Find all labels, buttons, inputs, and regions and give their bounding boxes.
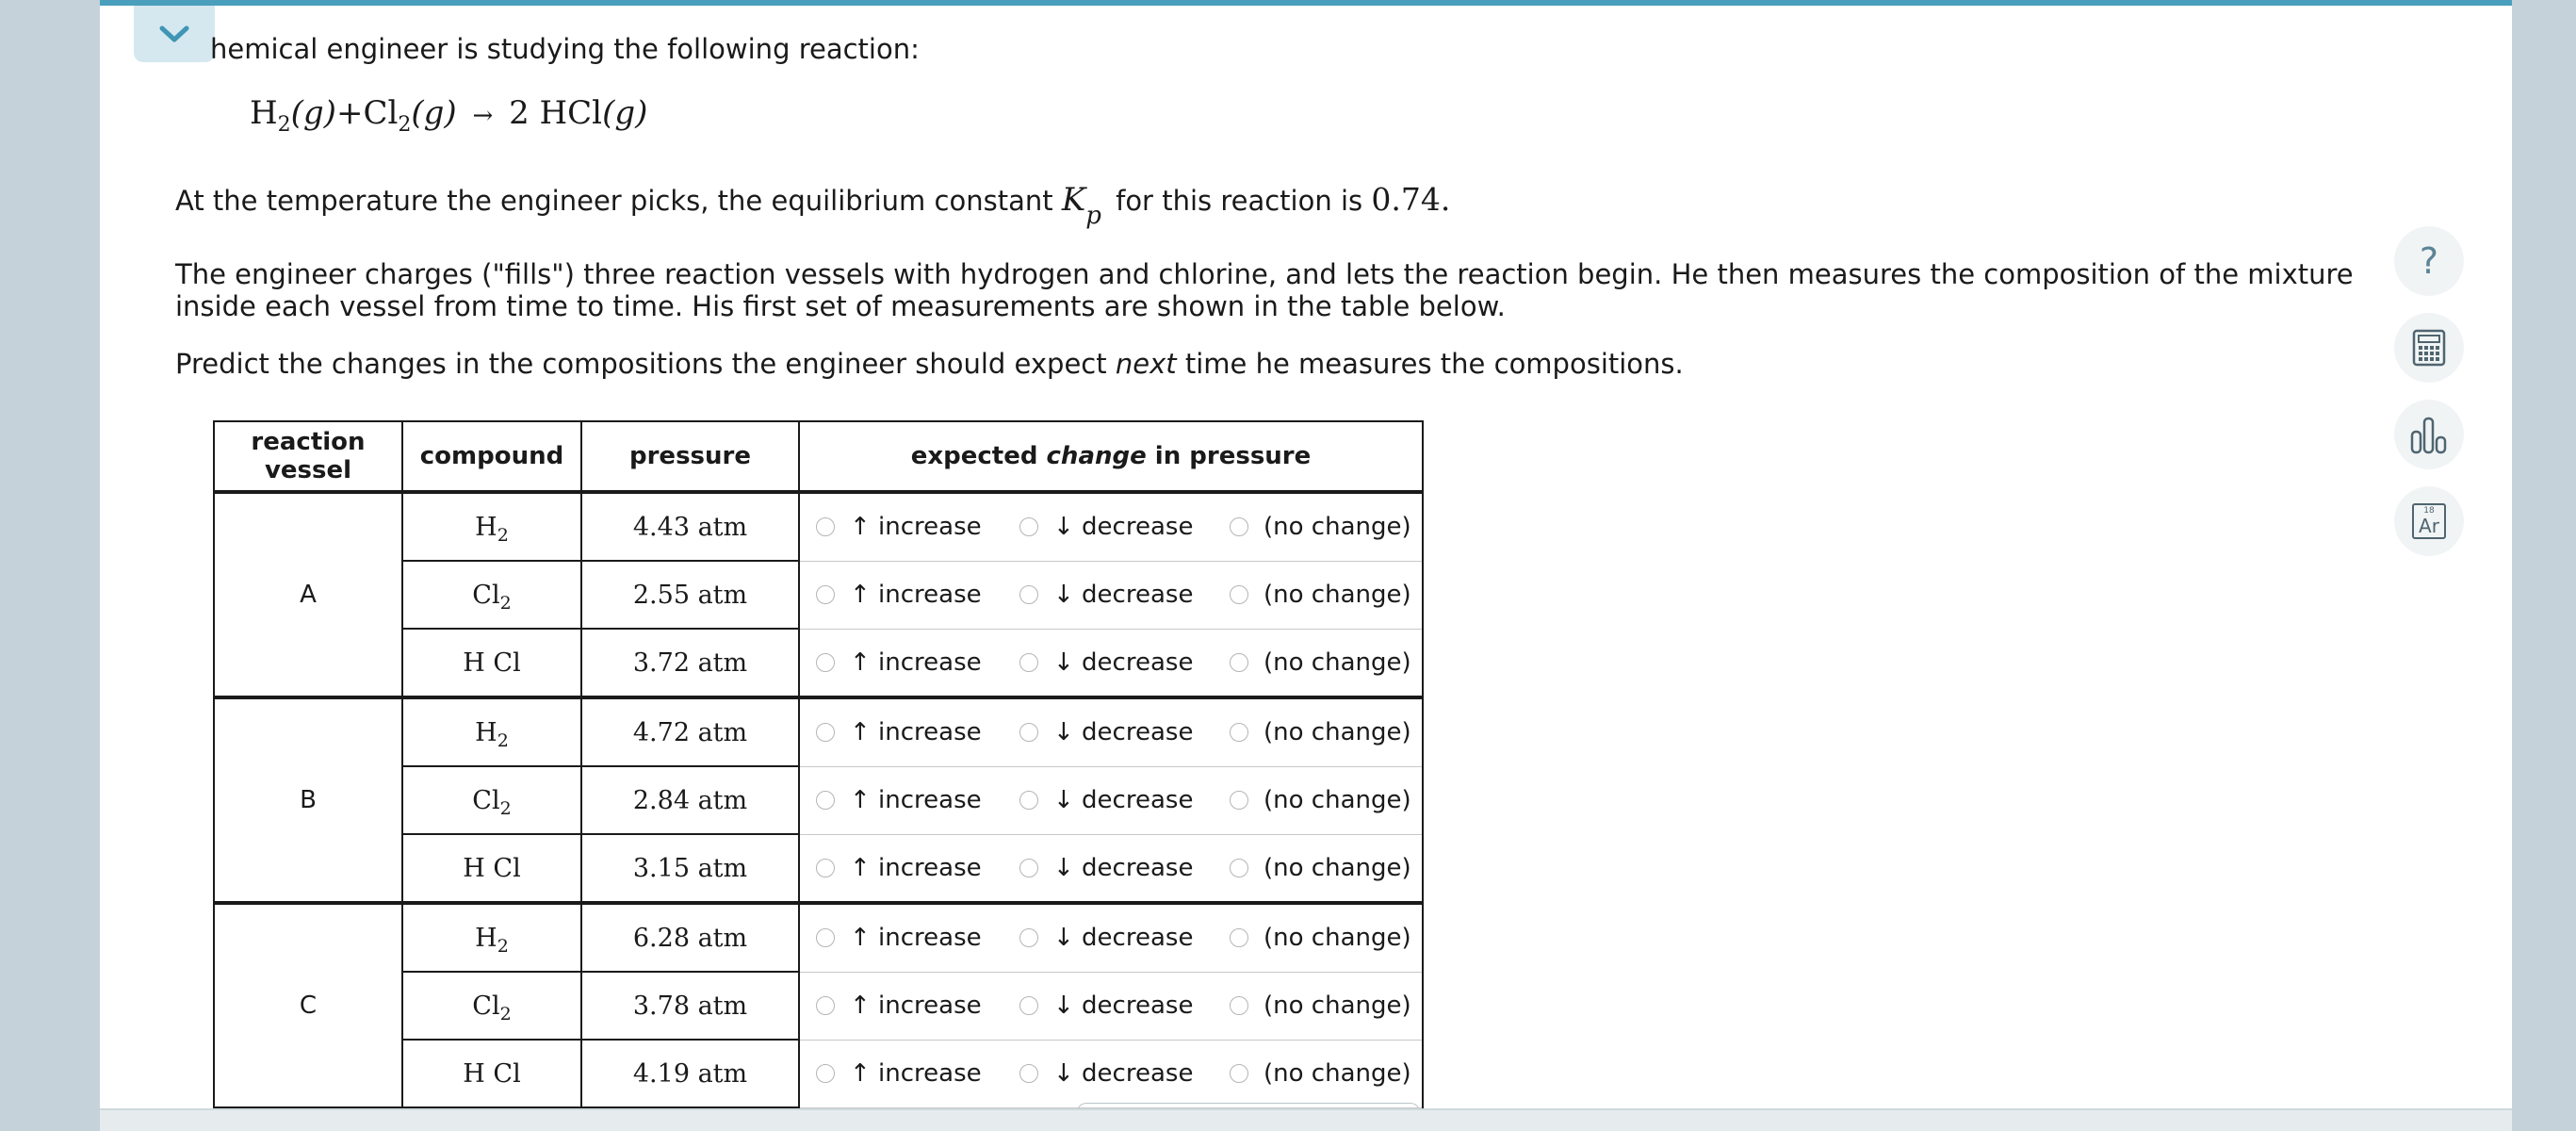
option-increase[interactable] xyxy=(816,924,1019,952)
periodic-table-icon xyxy=(2412,503,2446,539)
pressure-cell: 3.78 atm xyxy=(581,972,799,1040)
option-no-change[interactable] xyxy=(1230,786,1411,814)
compound-cell xyxy=(402,834,581,903)
eq-h-phase: (g) xyxy=(290,94,336,132)
compound-formula: Cl xyxy=(472,991,500,1021)
compound-cell xyxy=(402,629,581,697)
radio-no-change[interactable] xyxy=(1230,928,1248,947)
header-change-post: in pressure xyxy=(1146,442,1312,470)
radio-increase[interactable] xyxy=(816,996,835,1015)
option-label: ↑ increase xyxy=(850,1059,982,1088)
eq-h: H xyxy=(250,94,278,132)
change-radio-group xyxy=(800,494,1422,561)
option-increase[interactable] xyxy=(816,854,1019,882)
change-choices-cell xyxy=(799,903,1423,972)
table-row xyxy=(214,903,1423,972)
chevron-down-icon xyxy=(158,25,190,43)
option-decrease[interactable] xyxy=(1019,648,1230,677)
option-increase[interactable] xyxy=(816,581,1019,609)
option-label: ↑ increase xyxy=(850,924,982,953)
change-radio-group xyxy=(800,767,1422,834)
pressure-cell: 4.43 atm xyxy=(581,492,799,561)
header-pressure: pressure xyxy=(581,421,799,492)
header-change xyxy=(799,421,1423,492)
eq-plus: + xyxy=(335,94,364,132)
table-body xyxy=(214,492,1423,1107)
intro-visible: hemical engineer is studying the following reaction: xyxy=(210,33,920,65)
change-choices-cell xyxy=(799,697,1423,766)
option-label: ↑ increase xyxy=(850,786,982,814)
predict-post: time he measures the compositions. xyxy=(1176,348,1684,380)
compound-formula: Cl xyxy=(472,785,500,815)
eq-hcl: HCl xyxy=(539,94,603,132)
compound-cell xyxy=(402,1040,581,1107)
option-label: ↑ increase xyxy=(850,647,982,677)
eq-cl-sub: 2 xyxy=(398,112,412,137)
header-vessel-line1: reaction xyxy=(251,428,366,456)
option-label: ↓ decrease xyxy=(1053,786,1194,814)
bottom-bar xyxy=(100,1108,2512,1131)
option-label: (no change) xyxy=(1264,924,1411,953)
option-label: ↓ decrease xyxy=(1053,992,1194,1020)
kp-subscript: p xyxy=(1085,202,1101,230)
intro-text xyxy=(210,33,920,65)
option-no-change[interactable] xyxy=(1230,992,1411,1020)
radio-no-change[interactable] xyxy=(1230,859,1248,877)
pressure-cell: 3.15 atm xyxy=(581,834,799,903)
kp-statement xyxy=(175,181,1451,230)
calculator-button[interactable] xyxy=(2394,313,2464,383)
option-no-change[interactable] xyxy=(1230,513,1411,541)
compound-formula: H xyxy=(475,717,497,747)
option-decrease[interactable] xyxy=(1019,718,1230,746)
change-radio-group xyxy=(800,699,1422,766)
compound-cell xyxy=(402,903,581,972)
pressure-cell: 3.72 atm xyxy=(581,629,799,697)
option-label: ↓ decrease xyxy=(1053,718,1194,747)
compound-formula: H Cl xyxy=(463,1058,521,1089)
compound-cell xyxy=(402,766,581,834)
eq-cl: Cl xyxy=(363,94,399,132)
option-label: (no change) xyxy=(1264,581,1411,609)
radio-increase[interactable] xyxy=(816,653,835,672)
option-label: ↑ increase xyxy=(850,581,982,609)
option-no-change[interactable] xyxy=(1230,648,1411,677)
radio-decrease[interactable] xyxy=(1019,585,1038,604)
option-label: (no change) xyxy=(1264,1059,1411,1088)
radio-increase[interactable] xyxy=(816,1064,835,1083)
option-label: ↑ increase xyxy=(850,992,982,1020)
option-no-change[interactable] xyxy=(1230,718,1411,746)
option-label: ↓ decrease xyxy=(1053,581,1194,609)
option-decrease[interactable] xyxy=(1019,992,1230,1020)
compound-subscript: 2 xyxy=(499,797,512,819)
compound-cell xyxy=(402,697,581,766)
option-label: ↓ decrease xyxy=(1053,513,1194,542)
measurements-table xyxy=(213,420,1424,1108)
change-radio-group xyxy=(800,835,1422,902)
eq-coef: 2 xyxy=(509,94,530,132)
option-label: (no change) xyxy=(1264,992,1411,1020)
change-choices-cell xyxy=(799,766,1423,834)
kp-symbol: K xyxy=(1061,181,1086,219)
change-choices-cell xyxy=(799,972,1423,1040)
eq-cl-phase: (g) xyxy=(411,94,457,132)
option-increase[interactable] xyxy=(816,648,1019,677)
option-label: (no change) xyxy=(1264,718,1411,747)
header-vessel xyxy=(214,421,402,492)
change-radio-group xyxy=(800,973,1422,1040)
periodic-table-button[interactable] xyxy=(2394,486,2464,556)
header-compound: compound xyxy=(402,421,581,492)
table-row xyxy=(214,492,1423,561)
radio-increase[interactable] xyxy=(816,585,835,604)
pressure-cell: 6.28 atm xyxy=(581,903,799,972)
option-increase[interactable] xyxy=(816,1059,1019,1088)
change-radio-group xyxy=(800,1041,1422,1107)
compound-formula: H Cl xyxy=(463,647,521,678)
option-label: ↑ increase xyxy=(850,513,982,542)
change-choices-cell xyxy=(799,629,1423,697)
option-label: ↓ decrease xyxy=(1053,1059,1194,1088)
compound-formula: H xyxy=(475,512,497,542)
kp-mid: for this reaction is xyxy=(1116,185,1363,217)
pressure-cell: 4.72 atm xyxy=(581,697,799,766)
kp-pre: At the temperature the engineer picks, the equilibrium constant xyxy=(175,185,1053,217)
bar-chart-icon xyxy=(2409,415,2449,454)
radio-decrease[interactable] xyxy=(1019,928,1038,947)
option-decrease[interactable] xyxy=(1019,1059,1230,1088)
option-no-change[interactable] xyxy=(1230,581,1411,609)
change-choices-cell xyxy=(799,492,1423,561)
option-label: (no change) xyxy=(1264,513,1411,542)
compound-cell xyxy=(402,492,581,561)
radio-increase[interactable] xyxy=(816,517,835,536)
option-no-change[interactable] xyxy=(1230,1059,1411,1088)
table-header-row xyxy=(214,421,1423,492)
option-decrease[interactable] xyxy=(1019,786,1230,814)
help-icon: ? xyxy=(2419,240,2439,282)
radio-decrease[interactable] xyxy=(1019,1064,1038,1083)
change-radio-group xyxy=(800,905,1422,972)
predict-emphasis: next xyxy=(1115,348,1177,380)
vessel-cell: C xyxy=(214,903,402,1107)
eq-h-sub: 2 xyxy=(277,112,291,137)
pressure-cell: 2.55 atm xyxy=(581,561,799,629)
compound-subscript: 2 xyxy=(497,729,509,751)
header-vessel-line2: vessel xyxy=(264,456,352,484)
option-increase[interactable] xyxy=(816,513,1019,541)
radio-no-change[interactable] xyxy=(1230,996,1248,1015)
radio-increase[interactable] xyxy=(816,791,835,810)
predict-instruction xyxy=(175,348,1684,380)
compound-formula: Cl xyxy=(472,580,500,610)
periodic-number: 18 xyxy=(2423,506,2435,516)
option-increase[interactable] xyxy=(816,786,1019,814)
option-label: (no change) xyxy=(1264,786,1411,814)
compound-formula: H xyxy=(475,923,497,953)
predict-pre: Predict the changes in the compositions the engineer should expect xyxy=(175,348,1116,380)
change-choices-cell xyxy=(799,1040,1423,1107)
radio-no-change[interactable] xyxy=(1230,1064,1248,1083)
calculator-icon xyxy=(2412,329,2446,367)
radio-no-change[interactable] xyxy=(1230,791,1248,810)
header-change-pre: expected xyxy=(910,442,1047,470)
radio-decrease[interactable] xyxy=(1019,653,1038,672)
compound-subscript: 2 xyxy=(499,1003,512,1024)
option-decrease[interactable] xyxy=(1019,924,1230,952)
option-label: (no change) xyxy=(1264,853,1411,882)
radio-decrease[interactable] xyxy=(1019,517,1038,536)
option-label: ↓ decrease xyxy=(1053,924,1194,953)
radio-decrease[interactable] xyxy=(1019,859,1038,877)
periodic-symbol: Ar xyxy=(2419,515,2439,537)
option-no-change[interactable] xyxy=(1230,854,1411,882)
radio-no-change[interactable] xyxy=(1230,723,1248,742)
option-increase[interactable] xyxy=(816,718,1019,746)
option-decrease[interactable] xyxy=(1019,854,1230,882)
kp-value: 0.74. xyxy=(1371,181,1451,218)
compound-subscript: 2 xyxy=(497,524,509,546)
radio-increase[interactable] xyxy=(816,723,835,742)
vessel-cell: A xyxy=(214,492,402,697)
question-panel xyxy=(100,0,2512,1108)
option-label: ↑ increase xyxy=(850,718,982,747)
compound-cell xyxy=(402,972,581,1040)
compound-formula: H Cl xyxy=(463,853,521,883)
collapse-tab[interactable] xyxy=(134,6,215,62)
radio-decrease[interactable] xyxy=(1019,791,1038,810)
option-decrease[interactable] xyxy=(1019,581,1230,609)
pressure-cell: 4.19 atm xyxy=(581,1040,799,1107)
radio-increase[interactable] xyxy=(816,859,835,877)
option-label: ↓ decrease xyxy=(1053,647,1194,677)
option-label: ↓ decrease xyxy=(1053,853,1194,882)
change-radio-group xyxy=(800,630,1422,697)
compound-subscript: 2 xyxy=(499,592,512,614)
help-button[interactable] xyxy=(2394,226,2464,296)
change-choices-cell xyxy=(799,561,1423,629)
description-line-1: The engineer charges ("fills") three reaction vessels with hydrogen and chlorine, and lets the reaction begin. He then measures the composition of the mixture xyxy=(175,258,2354,290)
radio-no-change[interactable] xyxy=(1230,517,1248,536)
option-increase[interactable] xyxy=(816,992,1019,1020)
compound-cell xyxy=(402,561,581,629)
radio-decrease[interactable] xyxy=(1019,996,1038,1015)
reaction-arrow-icon: → xyxy=(472,102,494,130)
eq-hcl-phase: (g) xyxy=(602,94,648,132)
data-chart-button[interactable] xyxy=(2394,400,2464,469)
vessel-cell: B xyxy=(214,697,402,903)
radio-no-change[interactable] xyxy=(1230,585,1248,604)
description-line-2: inside each vessel from time to time. His first set of measurements are shown in the table below. xyxy=(175,290,1506,322)
header-change-em: change xyxy=(1046,442,1147,470)
radio-increase[interactable] xyxy=(816,928,835,947)
option-label: ↑ increase xyxy=(850,853,982,882)
change-radio-group xyxy=(800,562,1422,629)
reaction-equation xyxy=(250,94,647,137)
radio-decrease[interactable] xyxy=(1019,723,1038,742)
change-choices-cell xyxy=(799,834,1423,903)
table-row xyxy=(214,697,1423,766)
compound-subscript: 2 xyxy=(497,935,509,957)
pressure-cell: 2.84 atm xyxy=(581,766,799,834)
option-decrease[interactable] xyxy=(1019,513,1230,541)
option-label: (no change) xyxy=(1264,647,1411,677)
radio-no-change[interactable] xyxy=(1230,653,1248,672)
option-no-change[interactable] xyxy=(1230,924,1411,952)
